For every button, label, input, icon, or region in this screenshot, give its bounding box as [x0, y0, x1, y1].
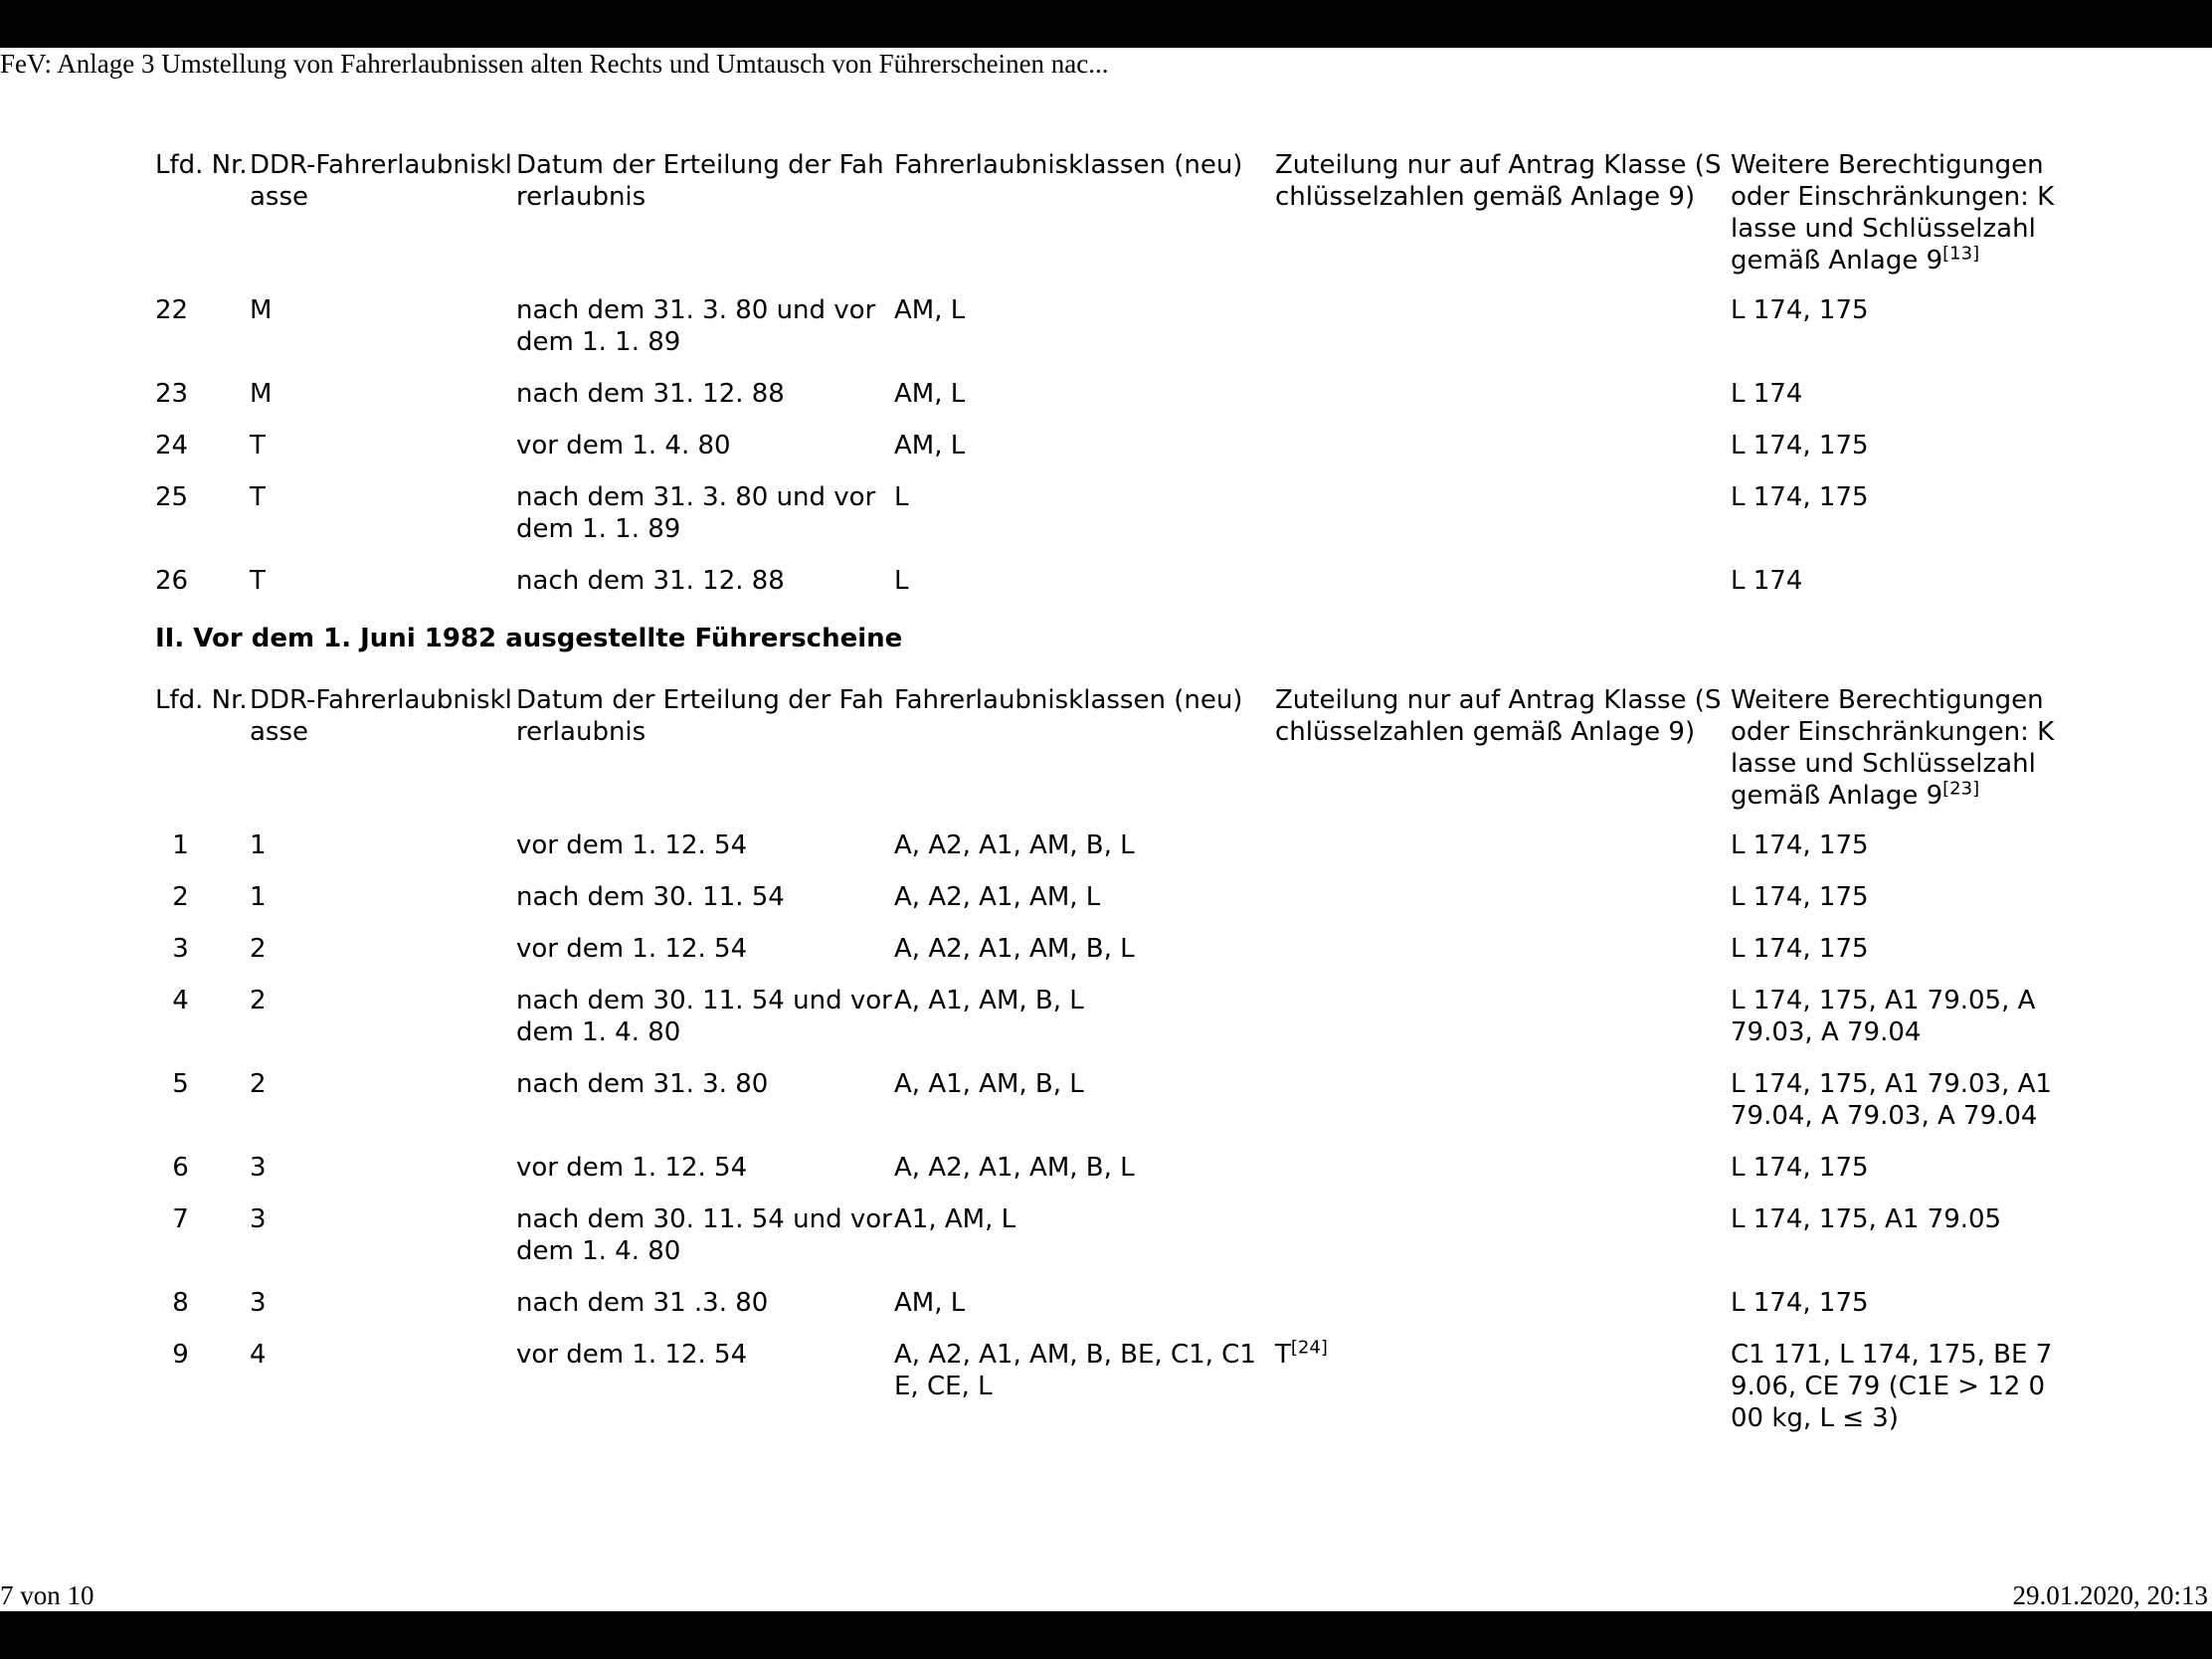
cell-on-request: [1275, 430, 1731, 481]
col-header-further-text: Weitere Berechtigungen oder Einschränkungen: Klasse und Schlüsselzahl gemäß Anlage 9: [1731, 150, 2055, 276]
cell-ddr-class-text: T: [250, 431, 266, 461]
cell-on-request: [1275, 294, 1731, 378]
cell-new-classes-text: AM, L: [894, 295, 966, 325]
cell-date: [516, 1068, 894, 1152]
col-header-on-request: Zuteilung nur auf Antrag Klasse (Schlüsselzahlen gemäß Anlage 9): [1275, 150, 1722, 212]
cell-further: [1731, 1068, 2055, 1152]
viewer-bottom-bar: [0, 1611, 2212, 1659]
cell-new-classes-text: A, A2, A1, AM, B, L: [894, 830, 1135, 860]
cell-on-request: [1275, 933, 1731, 985]
cell-nr-text: 5: [172, 1069, 189, 1099]
cell-new-classes: [894, 1203, 1275, 1287]
cell-nr: [155, 481, 250, 565]
cell-ddr-class: [250, 830, 516, 881]
cell-new-classes: [894, 378, 1275, 430]
cell-on-request: [1275, 1339, 1731, 1454]
cell-ddr-class-text: T: [250, 566, 266, 596]
print-datetime: 29.01.2020, 20:13: [2012, 1580, 2208, 1610]
table-header-row: [155, 149, 2055, 294]
cell-new-classes: [894, 1287, 1275, 1339]
table-row: [155, 1152, 2055, 1203]
cell-ddr-class: [250, 881, 516, 933]
col-header-date: Datum der Erteilung der Fahrerlaubnis: [516, 685, 884, 747]
col-header-ddr-class: DDR-Fahrerlaubnisklasse: [250, 150, 512, 212]
col-header-new-classes: Fahrerlaubnisklassen (neu): [894, 150, 1243, 180]
cell-new-classes: [894, 881, 1275, 933]
col-header-new-classes: Fahrerlaubnisklassen (neu): [894, 685, 1243, 715]
cell-date-text: vor dem 1. 4. 80: [516, 431, 731, 461]
document-page: [0, 48, 2212, 1611]
cell-further: [1731, 378, 2055, 430]
cell-ddr-class: [250, 481, 516, 565]
table-header-row: [155, 684, 2055, 830]
cell-nr-text: 8: [172, 1288, 189, 1318]
cell-nr: [155, 1339, 250, 1454]
cell-further: [1731, 1203, 2055, 1287]
col-header-further: [1731, 149, 2055, 294]
cell-date-text: nach dem 31. 3. 80 und vor dem 1. 1. 89: [516, 482, 876, 544]
cell-further: [1731, 1152, 2055, 1203]
cell-ddr-class-text: 2: [250, 1069, 267, 1099]
table-body: [155, 294, 2055, 617]
cell-on-request: [1275, 565, 1731, 617]
cell-further-text: L 174, 175, A1 79.05, A 79.03, A 79.04: [1731, 986, 2036, 1047]
cell-new-classes: [894, 1339, 1275, 1454]
cell-new-classes-text: A, A2, A1, AM, B, BE, C1, C1E, CE, L: [894, 1340, 1256, 1401]
section-heading: II. Vor dem 1. Juni 1982 ausgestellte Führerscheine: [155, 624, 903, 653]
cell-further-text: L 174, 175, A1 79.03, A1 79.04, A 79.03, A 79.04: [1731, 1069, 2052, 1131]
cell-ddr-class-text: 3: [250, 1204, 267, 1234]
col-header-nr: Lfd. Nr.: [155, 150, 248, 180]
cell-date-text: vor dem 1. 12. 54: [516, 1340, 748, 1370]
cell-further: [1731, 881, 2055, 933]
cell-ddr-class-text: 1: [250, 830, 267, 860]
cell-nr-text: 3: [172, 934, 189, 964]
cell-ddr-class: [250, 1203, 516, 1287]
table-row: [155, 933, 2055, 985]
table-row: [155, 830, 2055, 881]
cell-new-classes-text: L: [894, 566, 909, 596]
cell-new-classes-text: L: [894, 482, 909, 512]
table-row: [155, 430, 2055, 481]
table-row: [155, 1203, 2055, 1287]
table-row: [155, 565, 2055, 617]
cell-new-classes: [894, 430, 1275, 481]
cell-further: [1731, 933, 2055, 985]
cell-further-text: L 174: [1731, 379, 1803, 409]
cell-date-text: nach dem 31. 3. 80 und vor dem 1. 1. 89: [516, 295, 876, 357]
cell-ddr-class: [250, 1068, 516, 1152]
cell-further: [1731, 830, 2055, 881]
footnote-link[interactable]: [23]: [1942, 778, 1980, 800]
table-row: [155, 881, 2055, 933]
cell-nr-text: 6: [172, 1153, 189, 1183]
cell-further: [1731, 430, 2055, 481]
table-row: [155, 1068, 2055, 1152]
cell-further-text: L 174, 175: [1731, 295, 1869, 325]
cell-nr: [155, 985, 250, 1068]
cell-date: [516, 1203, 894, 1287]
cell-date: [516, 294, 894, 378]
cell-date-text: nach dem 31 .3. 80: [516, 1288, 769, 1318]
cell-ddr-class: [250, 565, 516, 617]
cell-further-text: C1 171, L 174, 175, BE 79.06, CE 79 (C1E > 12 000 kg, L ≤ 3): [1731, 1340, 2053, 1433]
cell-on-request: [1275, 985, 1731, 1068]
cell-nr-text: 26: [155, 566, 189, 596]
cell-new-classes: [894, 1068, 1275, 1152]
cell-date: [516, 881, 894, 933]
cell-on-request: [1275, 1203, 1731, 1287]
cell-ddr-class-text: 3: [250, 1153, 267, 1183]
document-content: [155, 149, 2055, 1454]
cell-further: [1731, 565, 2055, 617]
col-header-date: Datum der Erteilung der Fahrerlaubnis: [516, 150, 884, 212]
footnote-link[interactable]: [13]: [1942, 243, 1980, 265]
cell-nr: [155, 1152, 250, 1203]
cell-nr: [155, 430, 250, 481]
cell-date: [516, 378, 894, 430]
cell-further: [1731, 481, 2055, 565]
cell-ddr-class-text: 3: [250, 1288, 267, 1318]
cell-nr-text: 22: [155, 295, 189, 325]
cell-ddr-class-text: 4: [250, 1340, 267, 1370]
cell-ddr-class: [250, 933, 516, 985]
cell-nr-text: 4: [172, 986, 189, 1015]
cell-on-request: [1275, 1287, 1731, 1339]
cell-ddr-class: [250, 378, 516, 430]
cell-nr-text: 7: [172, 1204, 189, 1234]
cell-nr-text: 9: [172, 1340, 189, 1370]
cell-date-text: vor dem 1. 12. 54: [516, 934, 748, 964]
cell-further: [1731, 1287, 2055, 1339]
cell-further-text: L 174, 175: [1731, 1288, 1869, 1318]
cell-date: [516, 1152, 894, 1203]
col-header-further-text: Weitere Berechtigungen oder Einschränkungen: Klasse und Schlüsselzahl gemäß Anlage 9: [1731, 685, 2055, 811]
cell-nr-text: 1: [172, 830, 189, 860]
cell-ddr-class: [250, 985, 516, 1068]
cell-ddr-class: [250, 1339, 516, 1454]
cell-date-text: nach dem 30. 11. 54 und vor dem 1. 4. 80: [516, 1204, 892, 1266]
cell-on-request-text: T: [1275, 1340, 1291, 1370]
cell-new-classes: [894, 1152, 1275, 1203]
cell-on-request: [1275, 881, 1731, 933]
cell-nr: [155, 830, 250, 881]
page-running-header: FeV: Anlage 3 Umstellung von Fahrerlaubnissen alten Rechts und Umtausch von Führerscheinen nac...: [0, 49, 1109, 79]
cell-nr-text: 2: [172, 882, 189, 912]
viewer-top-bar: [0, 0, 2212, 48]
cell-ddr-class: [250, 1152, 516, 1203]
cell-further-text: L 174, 175, A1 79.05: [1731, 1204, 2002, 1234]
col-header-nr: Lfd. Nr.: [155, 685, 248, 715]
cell-nr: [155, 565, 250, 617]
cell-ddr-class-text: 2: [250, 934, 267, 964]
cell-on-request: [1275, 1152, 1731, 1203]
cell-date: [516, 985, 894, 1068]
cell-nr: [155, 1203, 250, 1287]
cell-new-classes: [894, 294, 1275, 378]
cell-ddr-class: [250, 294, 516, 378]
cell-new-classes-text: A, A1, AM, B, L: [894, 1069, 1084, 1099]
col-header-on-request: Zuteilung nur auf Antrag Klasse (Schlüsselzahlen gemäß Anlage 9): [1275, 685, 1722, 747]
cell-further: [1731, 985, 2055, 1068]
cell-new-classes: [894, 933, 1275, 985]
table-row: [155, 481, 2055, 565]
cell-date-text: nach dem 31. 12. 88: [516, 379, 785, 409]
cell-ddr-class-text: T: [250, 482, 266, 512]
cell-on-request: [1275, 1068, 1731, 1152]
cell-date-text: nach dem 30. 11. 54 und vor dem 1. 4. 80: [516, 986, 892, 1047]
cell-new-classes-text: AM, L: [894, 379, 966, 409]
cell-on-request: [1275, 378, 1731, 430]
cell-nr: [155, 881, 250, 933]
table-row: [155, 294, 2055, 378]
col-header-further: [1731, 684, 2055, 830]
cell-further-text: L 174, 175: [1731, 482, 1869, 512]
cell-nr: [155, 1068, 250, 1152]
cell-new-classes-text: A, A2, A1, AM, B, L: [894, 1153, 1135, 1183]
conversion-table-part1: [155, 149, 2055, 617]
cell-date: [516, 1287, 894, 1339]
cell-further: [1731, 294, 2055, 378]
cell-further-text: L 174, 175: [1731, 882, 1869, 912]
cell-date: [516, 481, 894, 565]
cell-further-text: L 174, 175: [1731, 431, 1869, 461]
cell-date-text: nach dem 31. 12. 88: [516, 566, 785, 596]
cell-further: [1731, 1339, 2055, 1454]
cell-date-text: vor dem 1. 12. 54: [516, 1153, 748, 1183]
cell-new-classes-text: A1, AM, L: [894, 1204, 1016, 1234]
table-row: [155, 985, 2055, 1068]
cell-further-text: L 174: [1731, 566, 1803, 596]
cell-on-request: [1275, 830, 1731, 881]
table-row: [155, 1339, 2055, 1454]
cell-further-text: L 174, 175: [1731, 934, 1869, 964]
cell-date: [516, 565, 894, 617]
page-running-footer: [0, 1579, 2212, 1611]
table-row: [155, 378, 2055, 430]
table-row: [155, 1287, 2055, 1339]
cell-nr: [155, 294, 250, 378]
footnote-link[interactable]: [24]: [1290, 1337, 1328, 1359]
cell-nr-text: 24: [155, 431, 189, 461]
cell-date-text: nach dem 30. 11. 54: [516, 882, 785, 912]
cell-nr: [155, 378, 250, 430]
cell-date: [516, 933, 894, 985]
cell-new-classes: [894, 565, 1275, 617]
col-header-ddr-class: DDR-Fahrerlaubnisklasse: [250, 685, 512, 747]
cell-nr-text: 25: [155, 482, 189, 512]
page-number: 7 von 10: [0, 1580, 94, 1610]
cell-nr-text: 23: [155, 379, 189, 409]
cell-new-classes-text: A, A2, A1, AM, B, L: [894, 934, 1135, 964]
cell-nr: [155, 1287, 250, 1339]
cell-new-classes-text: A, A1, AM, B, L: [894, 986, 1084, 1015]
cell-ddr-class: [250, 1287, 516, 1339]
cell-date-text: nach dem 31. 3. 80: [516, 1069, 769, 1099]
cell-date: [516, 430, 894, 481]
cell-date: [516, 1339, 894, 1454]
cell-ddr-class-text: M: [250, 379, 273, 409]
cell-nr: [155, 933, 250, 985]
cell-new-classes: [894, 985, 1275, 1068]
cell-further-text: L 174, 175: [1731, 1153, 1869, 1183]
cell-ddr-class: [250, 430, 516, 481]
cell-new-classes: [894, 830, 1275, 881]
cell-new-classes-text: A, A2, A1, AM, L: [894, 882, 1101, 912]
cell-ddr-class-text: 2: [250, 986, 267, 1015]
cell-ddr-class-text: M: [250, 295, 273, 325]
cell-further-text: L 174, 175: [1731, 830, 1869, 860]
conversion-table-part2: [155, 684, 2055, 1454]
cell-new-classes-text: AM, L: [894, 431, 966, 461]
cell-new-classes: [894, 481, 1275, 565]
cell-date-text: vor dem 1. 12. 54: [516, 830, 748, 860]
cell-ddr-class-text: 1: [250, 882, 267, 912]
cell-on-request: [1275, 481, 1731, 565]
cell-date: [516, 830, 894, 881]
cell-new-classes-text: AM, L: [894, 1288, 966, 1318]
table-body: [155, 830, 2055, 1454]
